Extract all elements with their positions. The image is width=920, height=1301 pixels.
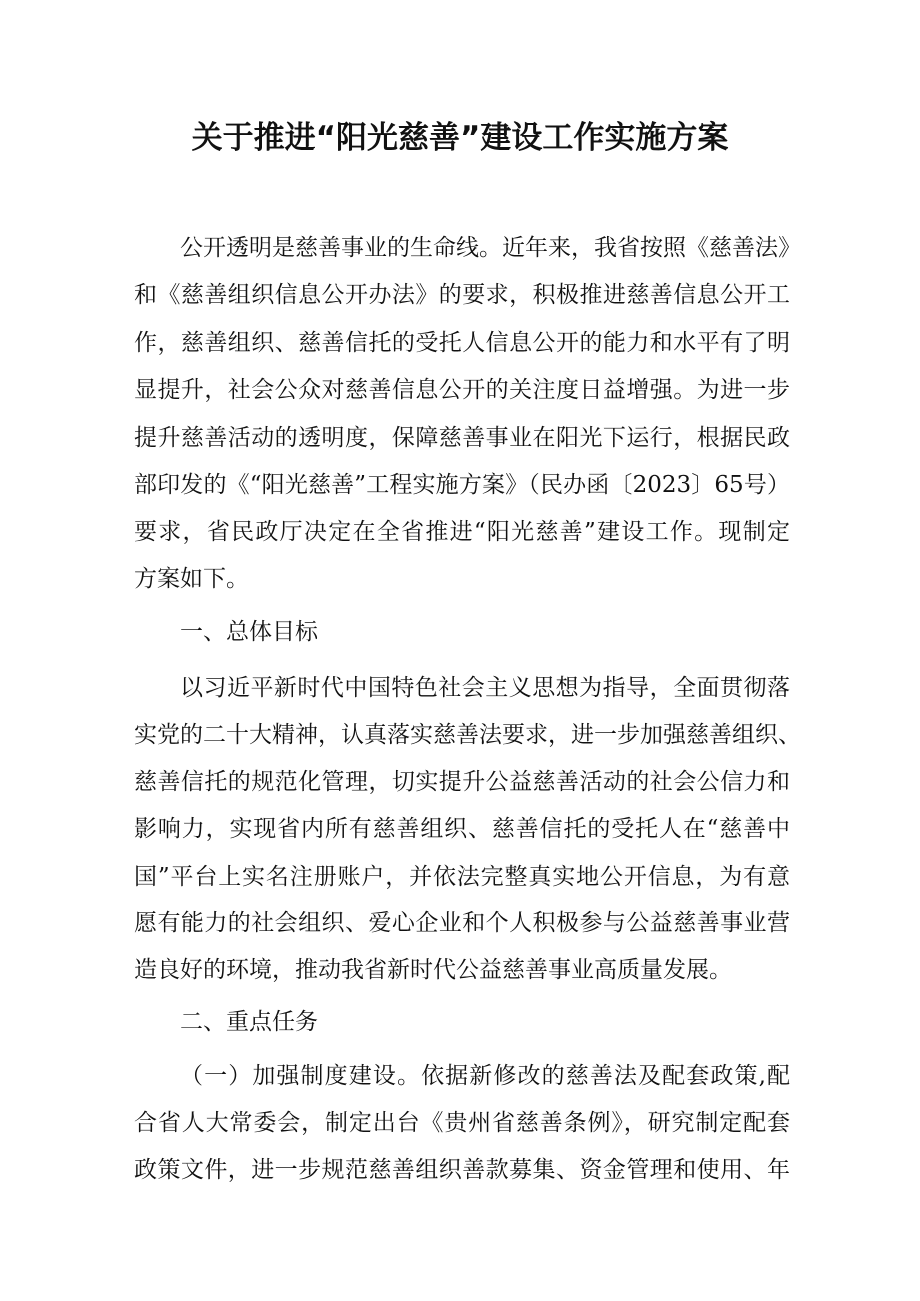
intro-line-2: 和《慈善组织信息公开办法》的要求，积极推进慈善信息公开工 xyxy=(134,282,790,308)
intro-line-7: 要求，省民政厅决定在全省推进“阳光慈善”建设工作。现制定 xyxy=(134,519,790,545)
intro-line-8: 方案如下。 xyxy=(134,566,249,592)
document-title: 关于推进“阳光慈善”建设工作实施方案 xyxy=(191,120,729,156)
goals-line-2: 实党的二十大精神，认真落实慈善法要求，进一步加强慈善组织、 xyxy=(134,722,801,748)
section-heading-tasks: 二、重点任务 xyxy=(180,1009,318,1035)
goals-line-3: 慈善信托的规范化管理，切实提升公益慈善活动的社会公信力和 xyxy=(134,769,790,795)
goals-line-6: 愿有能力的社会组织、爱心企业和个人积极参与公益慈善事业营 xyxy=(134,910,790,936)
intro-line-3: 作，慈善组织、慈善信托的受托人信息公开的能力和水平有了明 xyxy=(134,330,790,356)
section-heading-goals: 一、总体目标 xyxy=(180,619,318,645)
intro-line-4: 显提升，社会公众对慈善信息公开的关注度日益增强。为进一步 xyxy=(134,377,790,403)
tasks-line-1: （一）加强制度建设。依据新修改的慈善法及配套政策,配 xyxy=(180,1063,790,1089)
intro-line-1: 公开透明是慈善事业的生命线。近年来，我省按照《慈善法》 xyxy=(180,235,801,261)
intro-line-6: 部印发的《“阳光慈善”工程实施方案》（民办函〔2023〕65号） xyxy=(134,472,790,498)
intro-line-5: 提升慈善活动的透明度，保障慈善事业在阳光下运行，根据民政 xyxy=(134,425,790,451)
goals-line-7: 造良好的环境，推动我省新时代公益慈善事业高质量发展。 xyxy=(134,957,732,983)
goals-line-1: 以习近平新时代中国特色社会主义思想为指导，全面贯彻落 xyxy=(180,675,790,701)
goals-line-5: 国”平台上实名注册账户，并依法完整真实地公开信息，为有意 xyxy=(134,864,790,890)
tasks-line-3: 政策文件，进一步规范慈善组织善款募集、资金管理和使用、年 xyxy=(134,1157,790,1183)
tasks-line-2: 合省人大常委会，制定出台《贵州省慈善条例》，研究制定配套 xyxy=(134,1110,790,1136)
goals-line-4: 影响力，实现省内所有慈善组织、慈善信托的受托人在“慈善中 xyxy=(134,816,790,842)
